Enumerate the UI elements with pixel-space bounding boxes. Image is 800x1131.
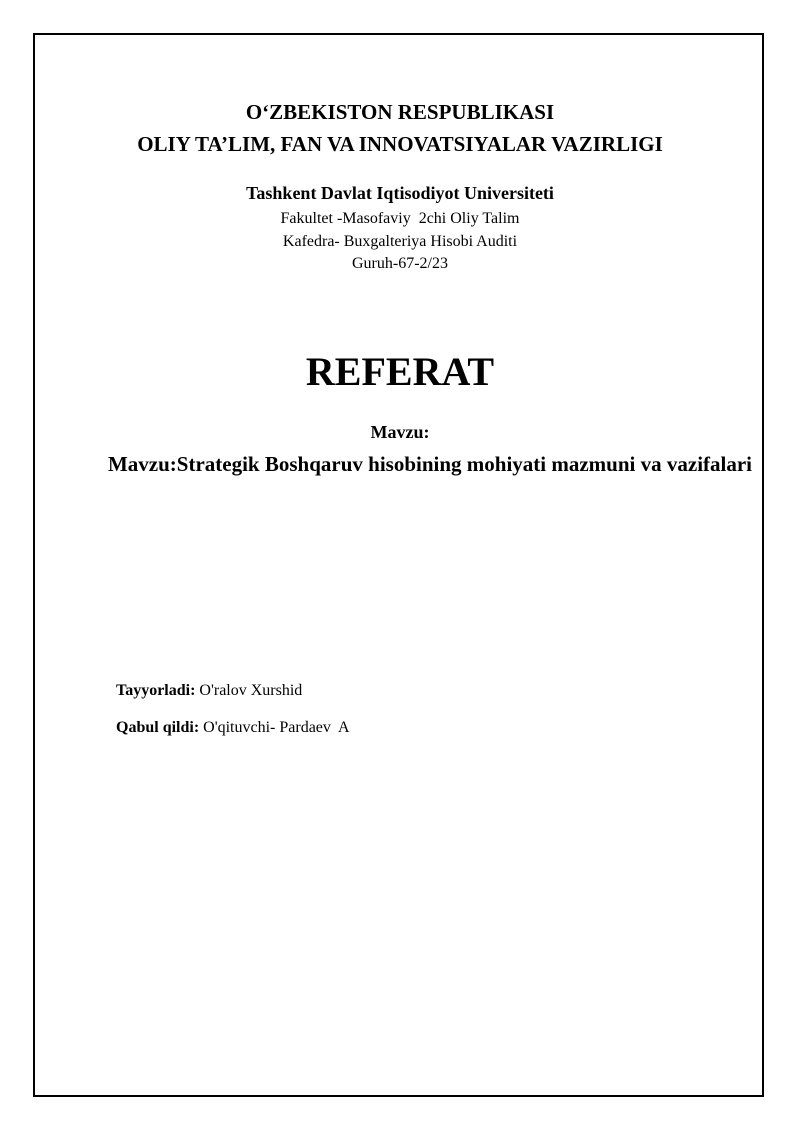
ministry-header [0, 96, 800, 160]
accepted-by-value: O'qituvchi- Pardaev A [199, 719, 350, 736]
accepted-by [116, 717, 350, 739]
document-title: REFERAT [305, 349, 495, 394]
prepared-by [116, 680, 302, 702]
faculty-line: Fakultet -Masofaviy 2chi Oliy Talim [280, 210, 520, 227]
accepted-by-label: Qabul qildi: [116, 719, 200, 736]
prepared-by-label: Tayyorladi: [116, 682, 196, 699]
topic-label: Mavzu: [370, 422, 430, 442]
institution-info [0, 208, 800, 276]
prepared-by-value: O'ralov Xurshid [195, 682, 303, 699]
university-name: Tashkent Davlat Iqtisodiyot Universiteti [246, 183, 554, 203]
department-line: Kafedra- Buxgalteriya Hisobi Auditi [282, 232, 518, 250]
group-line: Guruh-67-2/23 [352, 255, 448, 272]
republic-name: O‘ZBEKISTON RESPUBLIKASI [245, 100, 555, 124]
ministry-name: OLIY TA’LIM, FAN VA INNOVATSIYALAR VAZIRLIGI [137, 132, 663, 156]
topic-text: Mavzu:Strategik Boshqaruv hisobining mohiyati mazmuni va vazifalari [107, 452, 753, 476]
